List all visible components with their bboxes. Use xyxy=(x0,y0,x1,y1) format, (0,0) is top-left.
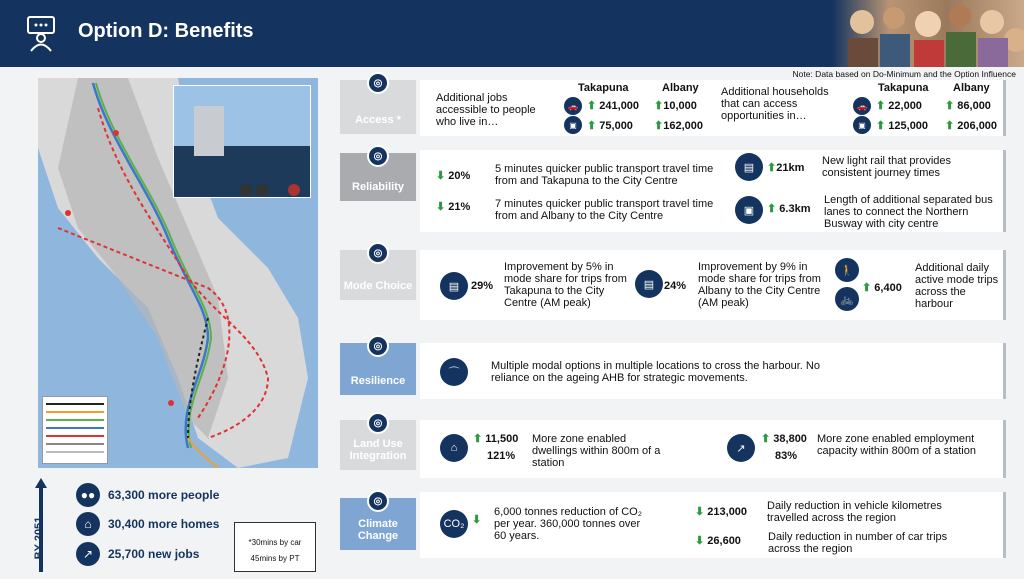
access-icon: ◎ xyxy=(367,72,389,94)
walking-icon: 🚶 xyxy=(835,258,859,282)
access-col-takapuna: Takapuna xyxy=(578,82,629,94)
employment-text: More zone enabled employment capacity within 800m of a station xyxy=(817,433,976,457)
employment-chart-icon: ↗ xyxy=(727,434,755,462)
car-trips-text: Daily reduction in number of car trips across the region xyxy=(768,531,948,555)
label-land-use: ◎ Land Use Integration xyxy=(340,420,416,470)
vkt-text: Daily reduction in vehicle kilometres travelled across the region xyxy=(767,500,942,524)
mode-text-1: Improvement by 5% in mode share for trips from Takapuna to the City Centre (AM peak) xyxy=(504,261,627,309)
bus-lane-km: 6.3km xyxy=(779,203,811,215)
map-legend xyxy=(42,396,108,464)
resilience-icon: ◎ xyxy=(367,335,389,357)
by-2051-label: BY 2051 xyxy=(33,516,45,560)
light-rail-km: 21km xyxy=(776,162,805,174)
train-icon: ▤ xyxy=(440,272,468,300)
by-2051-arrow xyxy=(33,476,49,574)
bus-icon: ▣ xyxy=(564,116,582,134)
reliability-icon: ◎ xyxy=(367,145,389,167)
dwellings-text: More zone enabled dwellings within 800m of a station xyxy=(532,433,661,469)
stat-homes: ⌂ 30,400 more homes xyxy=(76,511,219,537)
header-bar xyxy=(0,0,1024,67)
jobs-chart-icon: ↗ xyxy=(76,542,100,566)
bicycle-icon: 🚲 xyxy=(835,287,859,311)
co2-text: 6,000 tonnes reduction of CO₂ per year. 360,000 tonnes over 60 years. xyxy=(494,506,642,542)
land-use-icon: ◎ xyxy=(367,412,389,434)
pt-jobs-albany: 162,000 xyxy=(663,120,703,132)
car-trips-reduction: 26,600 xyxy=(707,535,741,547)
bus-lane-icon: ▣ xyxy=(735,196,763,224)
access-jobs-text: Additional jobs accessible to people who live in… xyxy=(436,92,536,128)
mode-text-2: Improvement by 9% in mode share for trips from Albany to the City Centre (AM peak) xyxy=(698,261,821,309)
mode-pct-1: 29% xyxy=(471,280,494,292)
vkt-reduction: 213,000 xyxy=(707,506,748,518)
reliability-text-1: 5 minutes quicker public transport travel time from and Takapuna to the City Centre xyxy=(495,163,714,187)
route-map xyxy=(38,78,318,468)
label-reliability: ◎ Reliability xyxy=(340,153,416,201)
crowd-photo xyxy=(832,0,1024,67)
employment-pct: 83% xyxy=(775,450,798,462)
light-rail-icon: ▤ xyxy=(735,153,763,181)
access-col-albany-h: Albany xyxy=(953,82,990,94)
car-h-takapuna: 22,000 xyxy=(888,100,922,112)
reliability-pct-1: 20% xyxy=(448,170,471,182)
dwellings-pct: 121% xyxy=(487,450,516,462)
dwellings-number: 11,500 xyxy=(485,433,519,445)
label-climate: ◎ Climate Change xyxy=(340,498,416,550)
mode-pct-2: 24% xyxy=(664,280,687,292)
co2-icon: CO₂ xyxy=(440,510,468,538)
active-trips: 6,400 xyxy=(874,282,902,294)
people-icon: ●● xyxy=(76,483,100,507)
car-h-albany: 86,000 xyxy=(957,100,991,112)
bus-lane-text: Length of additional separated bus lanes to connect the Northern Busway with city centre xyxy=(824,194,993,230)
bridge-icon: ⌒ xyxy=(440,358,468,386)
label-access: ◎ Access * xyxy=(340,80,416,134)
presenter-icon xyxy=(22,14,60,52)
dwellings-icon: ⌂ xyxy=(440,434,468,462)
car-jobs-albany: 10,000 xyxy=(663,100,697,112)
climate-icon: ◎ xyxy=(367,490,389,512)
mode-choice-icon: ◎ xyxy=(367,242,389,264)
access-col-albany: Albany xyxy=(662,82,699,94)
label-mode-choice: ◎ Mode Choice xyxy=(340,250,416,300)
pt-h-takapuna: 125,000 xyxy=(888,120,929,132)
reliability-text-2: 7 minutes quicker public transport travel time from and Albany to the City Centre xyxy=(495,198,714,222)
data-note: Note: Data based on Do-Minimum and the Option Influence xyxy=(792,69,1016,79)
pt-jobs-takapuna: 75,000 xyxy=(599,120,633,132)
car-icon: 🚗 xyxy=(564,97,582,115)
access-households-text: Additional households that can access opportunities in… xyxy=(721,86,829,122)
employment-number: 38,800 xyxy=(773,433,807,445)
homes-icon: ⌂ xyxy=(76,512,100,536)
train-icon-2: ▤ xyxy=(635,270,663,298)
car-jobs-takapuna: 241,000 xyxy=(599,100,640,112)
label-resilience: ◎ Resilience xyxy=(340,343,416,395)
active-trips-text: Additional daily active mode trips across the harbour xyxy=(915,262,999,310)
bus-icon-h: ▣ xyxy=(853,116,871,134)
resilience-text: Multiple modal options in multiple locations to cross the harbour. No reliance on the ageing AHB for strategic movements. xyxy=(491,360,820,384)
access-col-takapuna-h: Takapuna xyxy=(878,82,929,94)
pt-h-albany: 206,000 xyxy=(957,120,998,132)
map-inset xyxy=(173,85,311,198)
stat-people: ●● 63,300 more people xyxy=(76,482,219,508)
travel-time-note: *30mins by car 45mins by PT xyxy=(234,522,316,572)
page-title: Option D: Benefits xyxy=(78,20,254,42)
stat-jobs: ↗ 25,700 new jobs xyxy=(76,541,199,567)
car-icon-h: 🚗 xyxy=(853,97,871,115)
light-rail-text: New light rail that provides consistent journey times xyxy=(822,155,952,179)
reliability-pct-2: 21% xyxy=(448,201,471,213)
